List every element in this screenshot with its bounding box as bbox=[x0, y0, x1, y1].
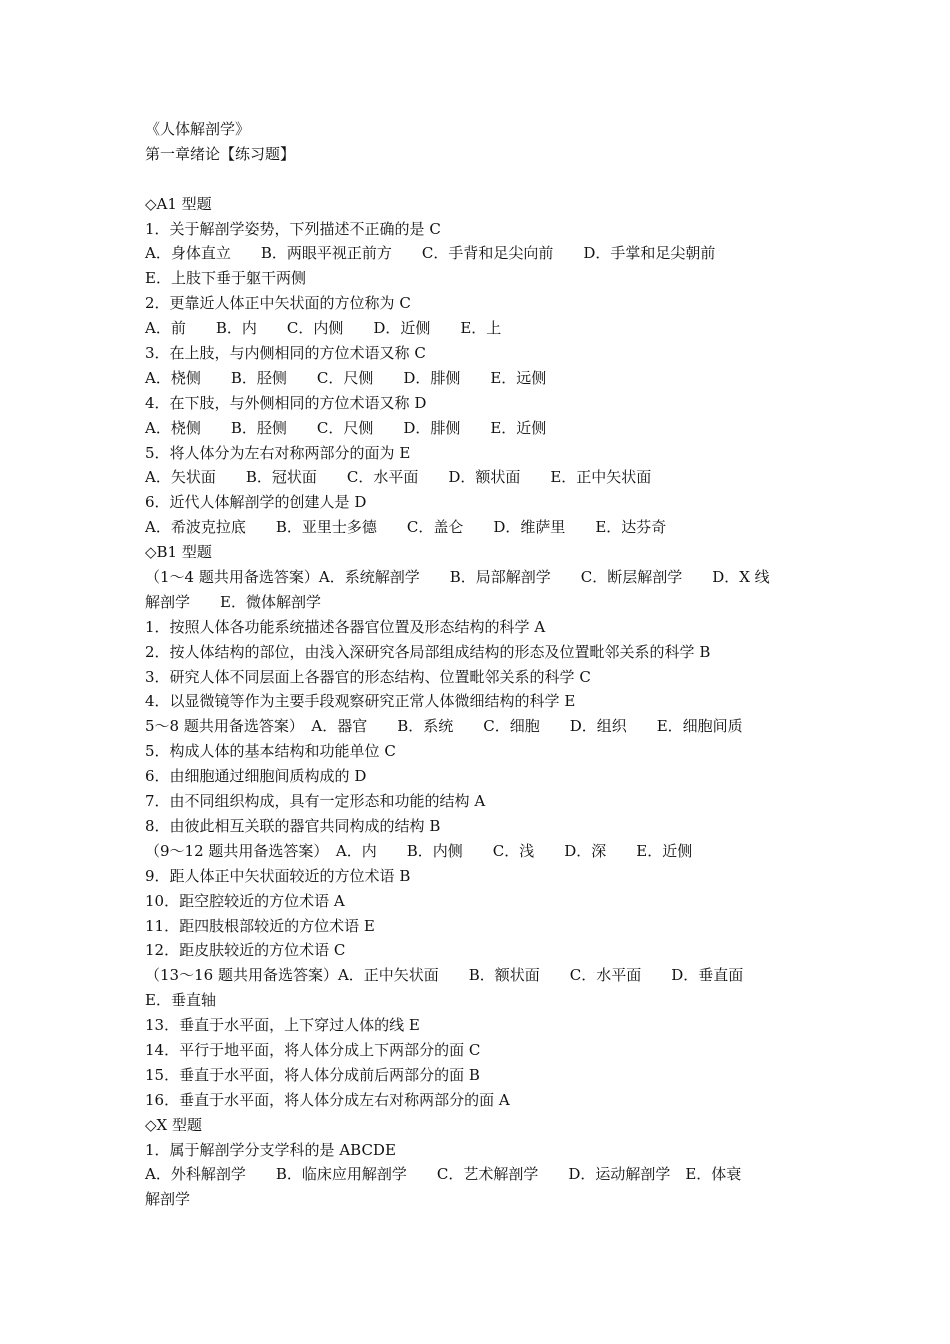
answer-options: A．身体直立 B．两眼平视正前方 C．手背和足尖向前 D．手掌和足尖朝前 bbox=[145, 244, 716, 263]
question-text: 9．距人体正中矢状面较近的方位术语 B bbox=[145, 866, 411, 885]
shared-options: （1～4 题共用备选答案）A．系统解剖学 B．局部解剖学 C．断层解剖学 D．X 线 bbox=[145, 568, 770, 587]
question-text: 11．距四肢根部较近的方位术语 E bbox=[145, 916, 375, 935]
answer-options: A．桡侧 B．胫侧 C．尺侧 D．腓侧 E．远侧 bbox=[145, 368, 547, 387]
answer-options: A．希波克拉底 B．亚里士多德 C．盖仑 D．维萨里 E．达芬奇 bbox=[145, 518, 667, 537]
blank-line bbox=[145, 167, 810, 192]
section-heading: ◇B1 型题 bbox=[145, 543, 212, 562]
shared-options: （13～16 题共用备选答案）A．正中矢状面 B．额状面 C．水平面 D．垂直面 bbox=[145, 966, 744, 985]
question-text: 4．在下肢，与外侧相同的方位术语又称 D bbox=[145, 393, 427, 412]
question-text: 15．垂直于水平面，将人体分成前后两部分的面 B bbox=[145, 1065, 480, 1084]
question-text: 6．近代人体解剖学的创建人是 D bbox=[145, 493, 367, 512]
document-title: 《人体解剖学》 bbox=[145, 120, 251, 138]
question-text: 16．垂直于水平面，将人体分成左右对称两部分的面 A bbox=[145, 1090, 510, 1109]
question-list bbox=[145, 192, 810, 1213]
answer-options: A．外科解剖学 B．临床应用解剖学 C．艺术解剖学 D．运动解剖学 E．体衰 bbox=[145, 1165, 742, 1184]
text-line: 解剖学 E．微体解剖学 bbox=[145, 592, 321, 611]
document-page bbox=[145, 117, 810, 1212]
question-text: 10．距空腔较近的方位术语 A bbox=[145, 891, 345, 910]
question-text: 1．属于解剖学分支学科的是 ABCDE bbox=[145, 1140, 396, 1159]
question-text: 6．由细胞通过细胞间质构成的 D bbox=[145, 767, 367, 786]
section-heading: ◇A1 型题 bbox=[145, 194, 212, 213]
answer-options: A．矢状面 B．冠状面 C．水平面 D．额状面 E．正中矢状面 bbox=[145, 468, 652, 487]
question-text: 4．以显微镜等作为主要手段观察研究正常人体微细结构的科学 E bbox=[145, 692, 576, 711]
section-heading: ◇X 型题 bbox=[145, 1115, 202, 1134]
question-text: 12．距皮肤较近的方位术语 C bbox=[145, 941, 346, 960]
question-text: 8．由彼此相互关联的器官共同构成的结构 B bbox=[145, 816, 441, 835]
question-text: 14．平行于地平面，将人体分成上下两部分的面 C bbox=[145, 1040, 481, 1059]
question-text: 3．研究人体不同层面上各器官的形态结构、位置毗邻关系的科学 C bbox=[145, 667, 591, 686]
shared-options: 5～8 题共用备选答案） A．器官 B．系统 C．细胞 D．组织 E．细胞间质 bbox=[145, 717, 743, 736]
question-text: 1．按照人体各功能系统描述各器官位置及形态结构的科学 A bbox=[145, 617, 546, 636]
answer-options: A．前 B．内 C．内侧 D．近侧 E．上 bbox=[145, 319, 502, 338]
question-text: 7．由不同组织构成，具有一定形态和功能的结构 A bbox=[145, 792, 486, 811]
question-text: 3．在上肢，与内侧相同的方位术语又称 C bbox=[145, 344, 426, 363]
question-text: 5．将人体分为左右对称两部分的面为 E bbox=[145, 443, 411, 462]
answer-options: E．垂直轴 bbox=[145, 991, 216, 1010]
question-text: 1．关于解剖学姿势，下列描述不正确的是 C bbox=[145, 219, 441, 238]
chapter-heading: 第一章绪论【练习题】 bbox=[145, 144, 296, 163]
answer-options: E．上肢下垂于躯干两侧 bbox=[145, 269, 306, 288]
text-line: 解剖学 bbox=[145, 1190, 191, 1209]
question-text: 2．更靠近人体正中矢状面的方位称为 C bbox=[145, 294, 411, 313]
answer-options: A．桡侧 B．胫侧 C．尺侧 D．腓侧 E．近侧 bbox=[145, 418, 547, 437]
shared-options: （9～12 题共用备选答案） A．内 B．内侧 C．浅 D．深 E．近侧 bbox=[145, 841, 693, 860]
question-text: 13．垂直于水平面，上下穿过人体的线 E bbox=[145, 1016, 420, 1035]
question-text: 2．按人体结构的部位，由浅入深研究各局部组成结构的形态及位置毗邻关系的科学 B bbox=[145, 642, 711, 661]
question-text: 5．构成人体的基本结构和功能单位 C bbox=[145, 742, 396, 761]
